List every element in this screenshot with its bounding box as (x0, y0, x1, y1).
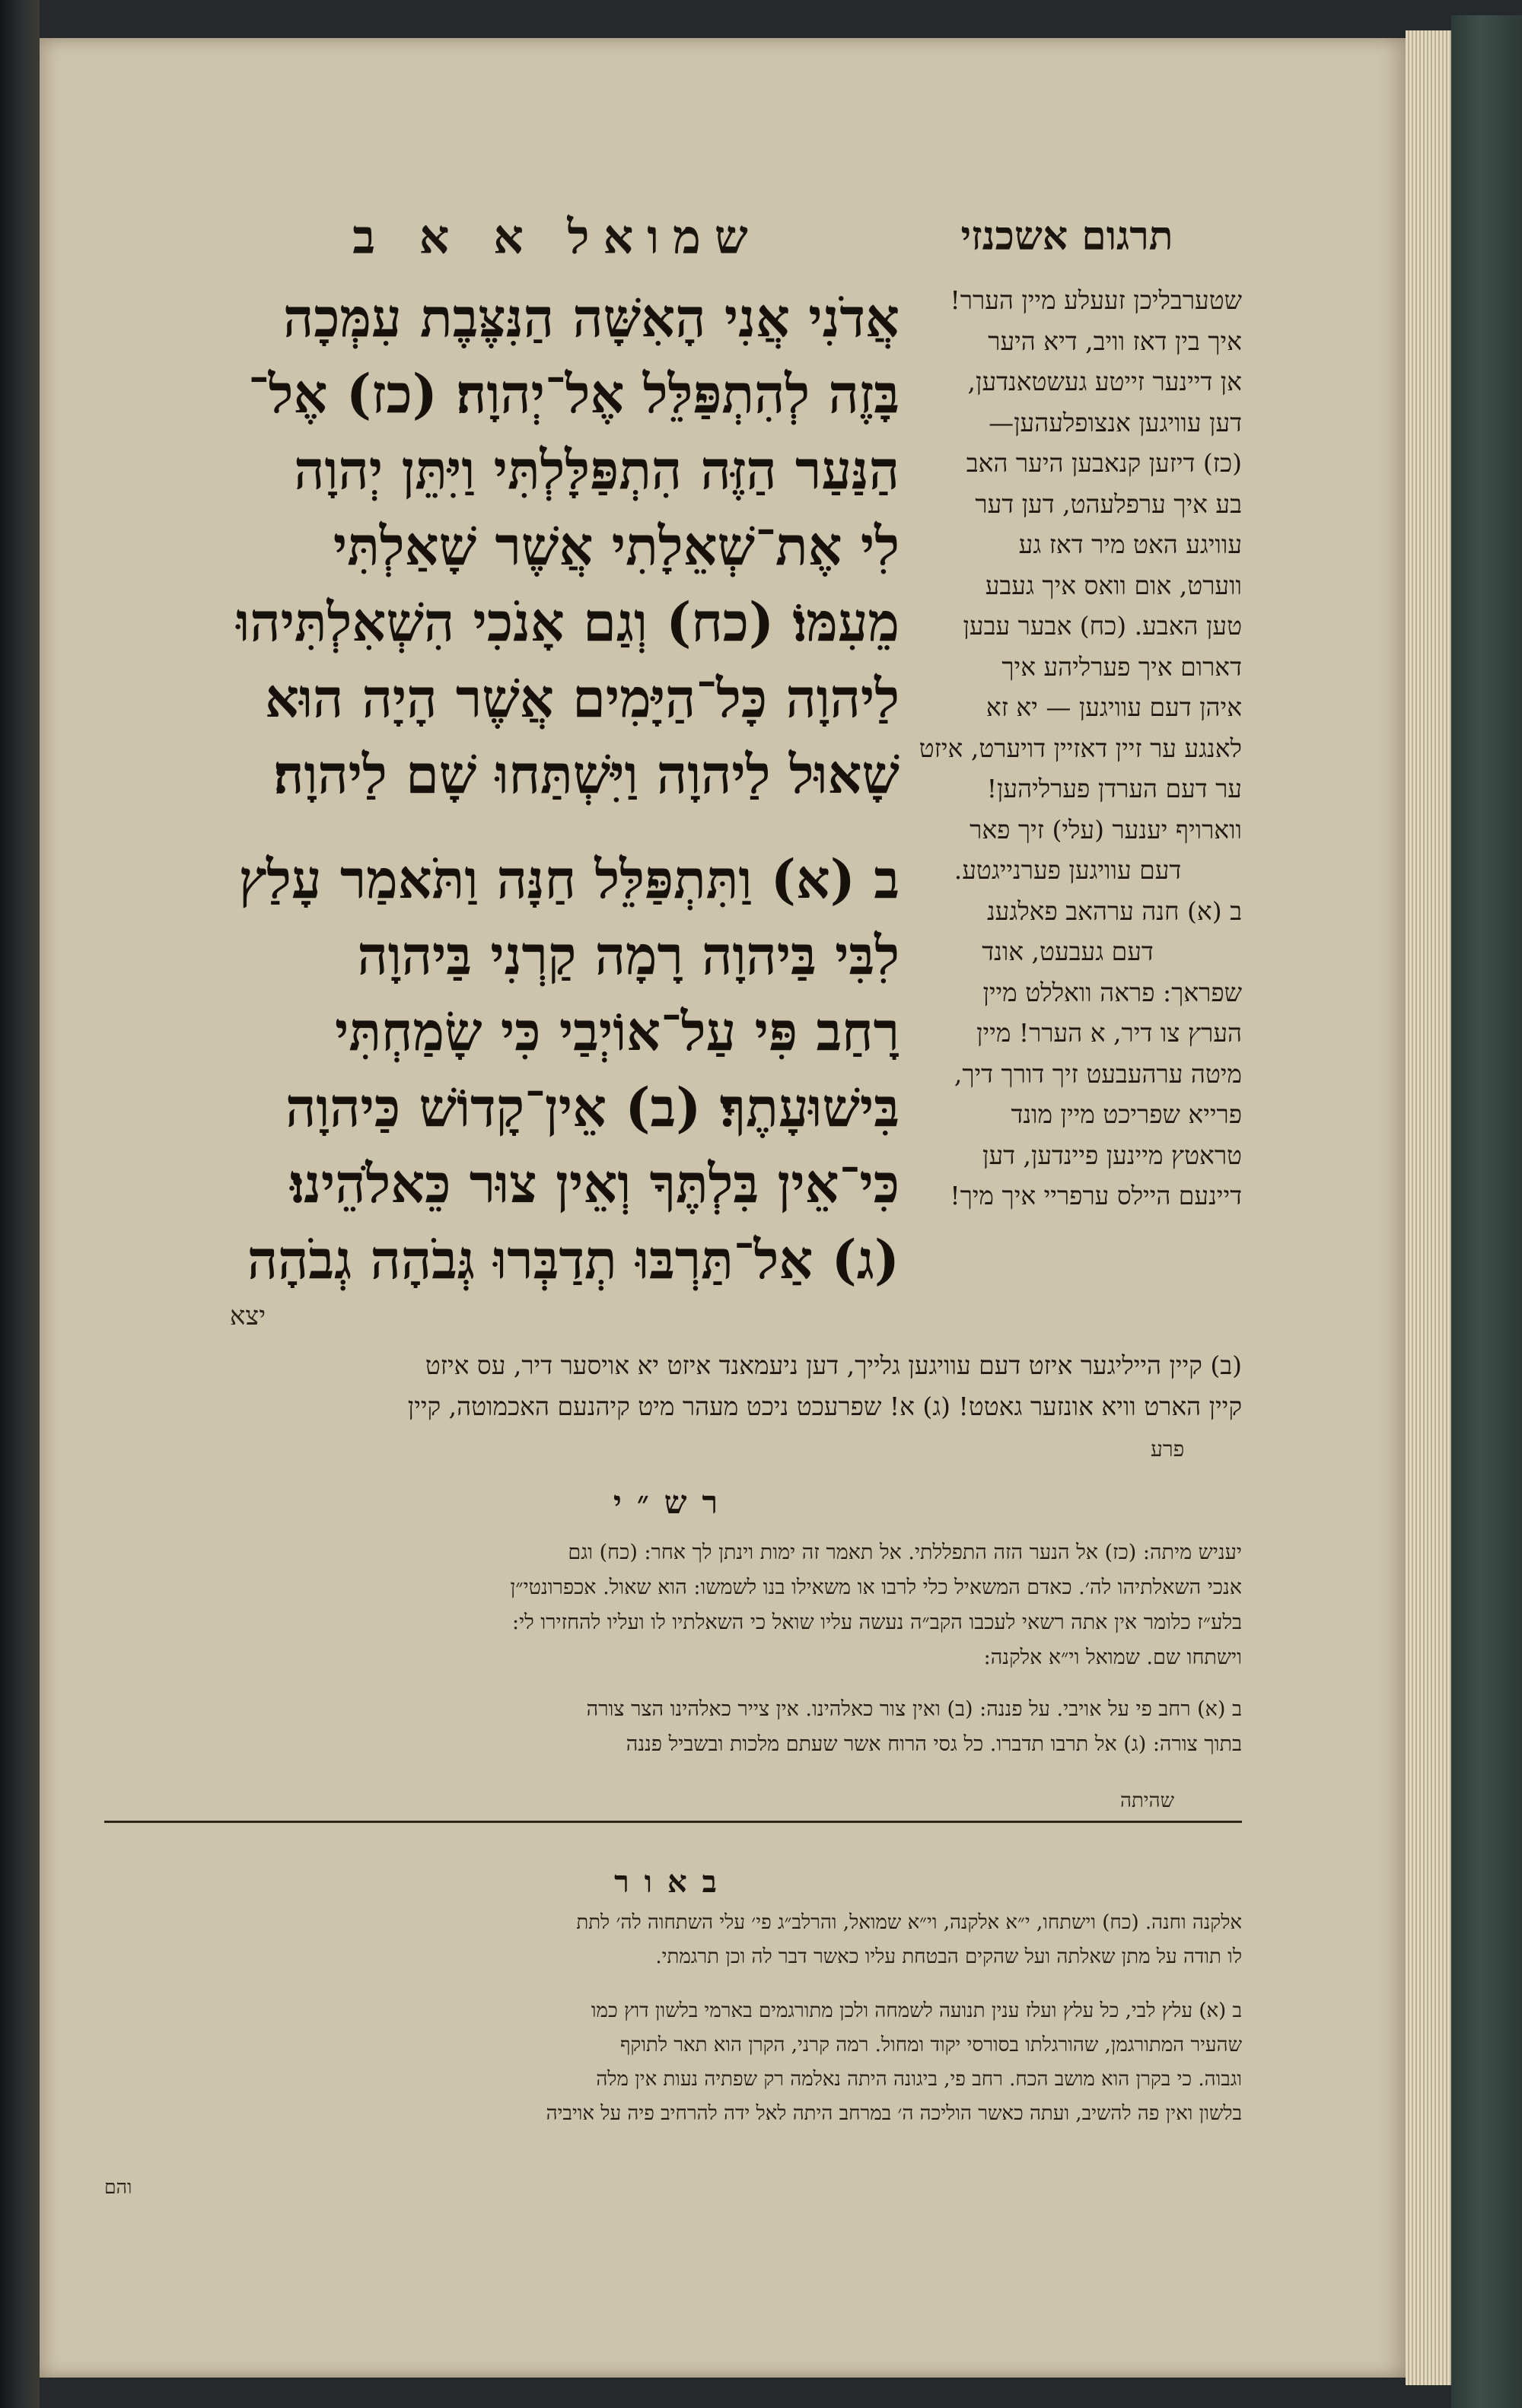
rashi-catchword: שהיתה (1120, 1789, 1174, 1812)
rashi-line: בתוך צורה: (ג) אל תרבו תדברו. כל גסי הרוח אשר שעתם מלכות ובשביל פננה (626, 1732, 1242, 1756)
targum-line: דעם עוויגען פערנייגטע. (954, 855, 1182, 885)
targum-line: דארום איך פערליהע איך (1001, 651, 1242, 682)
rashi-commentary (104, 1535, 1242, 1762)
rashi-heading: רש״י (613, 1484, 734, 1521)
book-page (40, 38, 1406, 2378)
biur-line: אלקנה וחנה. (כח) וישתחו, י״א אלקנה, וי״א שמואל, והרלב״ג פי׳ עלי השתחוה לה׳ לתת (576, 1911, 1242, 1934)
targum-line: דען עוויגען אנצופלעהען— (989, 407, 1242, 437)
scripture-line: בָּזֶה לְהִתְפַּלֵּל אֶל־יְהוָה׃ (כז) אֶל־ (248, 362, 900, 425)
scripture-line: מֵעִמּוֹ׃ (כח) וְגַם אָנֹכִי הִשְׁאִלְתִּיהוּ (236, 590, 900, 654)
scripture-line: שָׁאוּל לַיהוָה וַיִּשְׁתַּחוּ שָׁם לַיהוָה׃ (273, 743, 900, 806)
rashi-line: אנכי השאלתיהו לה׳. כאדם המשאיל כלי לרבו או משאילו בנו לשמשו: הוא שאול. אכפרונטי״ן (510, 1576, 1242, 1599)
targum-line: דיינעם היילס ערפריי איך מיך! (950, 1181, 1242, 1210)
scripture-line: לִבִּי בַּיהוָה רָמָה קַרְנִי בַּיהוָה (357, 924, 900, 987)
targum-header: תרגום אשכנזי (960, 213, 1173, 259)
targum-line: איך בין דאז וויב, דיא היער (988, 326, 1242, 356)
targum-line: (ב) קיין הייליגער איזט דעם עוויגען גלייך, דען ניעמאנד איזט יא אויסער דיר, עס איזט (425, 1350, 1242, 1380)
rashi-line: וישתחו שם. שמואל וי״א אלקנה: (983, 1646, 1242, 1669)
targum-line: ב (א) חנה ערהאב פאלגענ (986, 895, 1242, 926)
scripture-line: (ג) אַל־תַּרְבּוּ תְדַבְּרוּ גְּבֹהָה גְבֹהָה (247, 1228, 900, 1291)
scripture-line: בִּישׁוּעָתֶךָ׃ (ב) אֵין־קָדוֹשׁ כַּיהוָה (285, 1076, 900, 1139)
scripture-line: רָחַב פִּי עַל־אוֹיְבַי כִּי שָׂמַחְתִּי (334, 1000, 900, 1063)
main-catchword: יצא (230, 1301, 266, 1331)
targum-catchword: פרע (1151, 1436, 1185, 1462)
targum-line: מיטה ערהעבעט זיך דורך דיך, (954, 1058, 1242, 1089)
targum-line: עוויגע האט מיר דאז גע (1018, 530, 1242, 559)
targum-line: איהן דעם עוויגען — יא זא (985, 692, 1242, 722)
targum-line: טען האבע. (כח) אבער עבען (963, 611, 1242, 641)
biur-line: שהעיר המתורגמן, שהורגלתו בסורסי יקוד ומחול. רמה קרני, הקרן הוא תאר לתוקף (619, 2034, 1242, 2057)
scripture-line: לִי אֶת־שְׁאֵלָתִי אֲשֶׁר שָׁאַלְתִּי (333, 514, 900, 577)
biur-catchword: והם (104, 2176, 132, 2198)
rashi-line: בלע״ז כלומר אין אתה רשאי לעכבו הקב״ה נעשה עליו שואל כי השאלתיו לו ועליו להחזירו לי: (511, 1611, 1242, 1634)
section-divider (104, 1821, 1242, 1823)
scripture-line: הַנַּעַר הַזֶּה הִתְפַּלָּלְתִּי וַיִּתֵּן יְהוָה (294, 438, 900, 501)
book-binding-edge (0, 0, 40, 2408)
rashi-line: יעניש מיתה: (כז) אל הנער הזה התפללתי. אל תאמר זה ימות וינתן לך אחר: (כח) וגם (568, 1541, 1242, 1564)
targum-line: (כז) דיזען קנאבען היער האב (966, 448, 1242, 478)
book-cover-edge (1451, 15, 1522, 2408)
page-edges (1406, 30, 1451, 2385)
scripture-line: לַיהוָה כָּל־הַיָּמִים אֲשֶׁר הָיָה הוּא (265, 666, 900, 730)
targum-line: שפראך: פראה וואללט מיין (982, 977, 1242, 1007)
targum-line: אן דיינער זייטע געשטאנדען, (967, 367, 1242, 396)
targum-line: פרייא שפריכט מיין מונד (1011, 1099, 1242, 1129)
biur-line: לו תודה על מתן שאלתה ועל שהקים הבטחת עליו כאשר דבר לה וכן תרגמתי. (655, 1945, 1242, 1968)
targum-line: שטערבליכן זעעלע מיין הערר! (950, 285, 1242, 315)
main-scripture-column (104, 280, 900, 1298)
scripture-line: כִּי־אֵין בִּלְתֶּךָ וְאֵין צוּר כֵּאלֹהֵינוּ׃ (290, 1152, 900, 1215)
targum-line: ער דעם הערדן פערליהען! (986, 774, 1242, 803)
targum-full-width (104, 1345, 1242, 1427)
scripture-line: אֲדֹנִי אֲנִי הָאִשָּׁה הַנִּצֶּבֶת עִמְּכָה (282, 286, 900, 349)
targum-line: ווארויף יענער (עלי) זיך פאר (970, 814, 1242, 845)
targum-line: לאנגע ער זיין דאזיין דויערט, איזט (919, 733, 1242, 763)
biur-line: ב (א) עלץ לבי, כל עלץ ועלז ענין תנועה לשמחה ולכן מתורגמים בארמי בלשון דוץ כמו (591, 1999, 1242, 2022)
targum-line: קיין הארט וויא אונזער גאטט! (ג) א! שפרעכט ניכט מעהר מיט קיהנעם האכמוטה, קיין (407, 1392, 1242, 1421)
chapter-start-line: ב (א) וַתִּתְפַּלֵּל חַנָּה וַתֹּאמַר עָלַץ (238, 848, 900, 911)
running-header: שמואל א א ב (352, 209, 762, 265)
biur-line: בלשון ואין פה להשיב, ועתה כאשר הוליכה ה׳ במרחב היתה לאל ידה להרחיב פיה על אויביה (546, 2102, 1242, 2125)
biur-line: וגבוה. כי בקרן הוא מושב הכח. רחב פי, ביגונה היתה נאלמה רק שפתיה נעות אין מלה (596, 2068, 1242, 2091)
targum-line: בע איך ערפלעהט, דען דער (975, 488, 1242, 519)
biur-heading: באור (614, 1864, 732, 1900)
targum-line: טראטץ מיינען פיינדען, דען (982, 1140, 1242, 1170)
targum-column (893, 280, 1242, 1217)
biur-commentary (104, 1906, 1242, 2131)
targum-line: דעם געבעט, אונד (982, 937, 1154, 966)
targum-line: ווערט, אום וואס איך געבע (985, 570, 1242, 600)
rashi-line: ב (א) רחב פי על אויבי. על פננה: (ב) ואין צור כאלהינו. אין צייר כאלהינו הצר צורה (586, 1697, 1242, 1721)
targum-line: הערץ צו דיר, א הערר! מיין (976, 1018, 1242, 1048)
